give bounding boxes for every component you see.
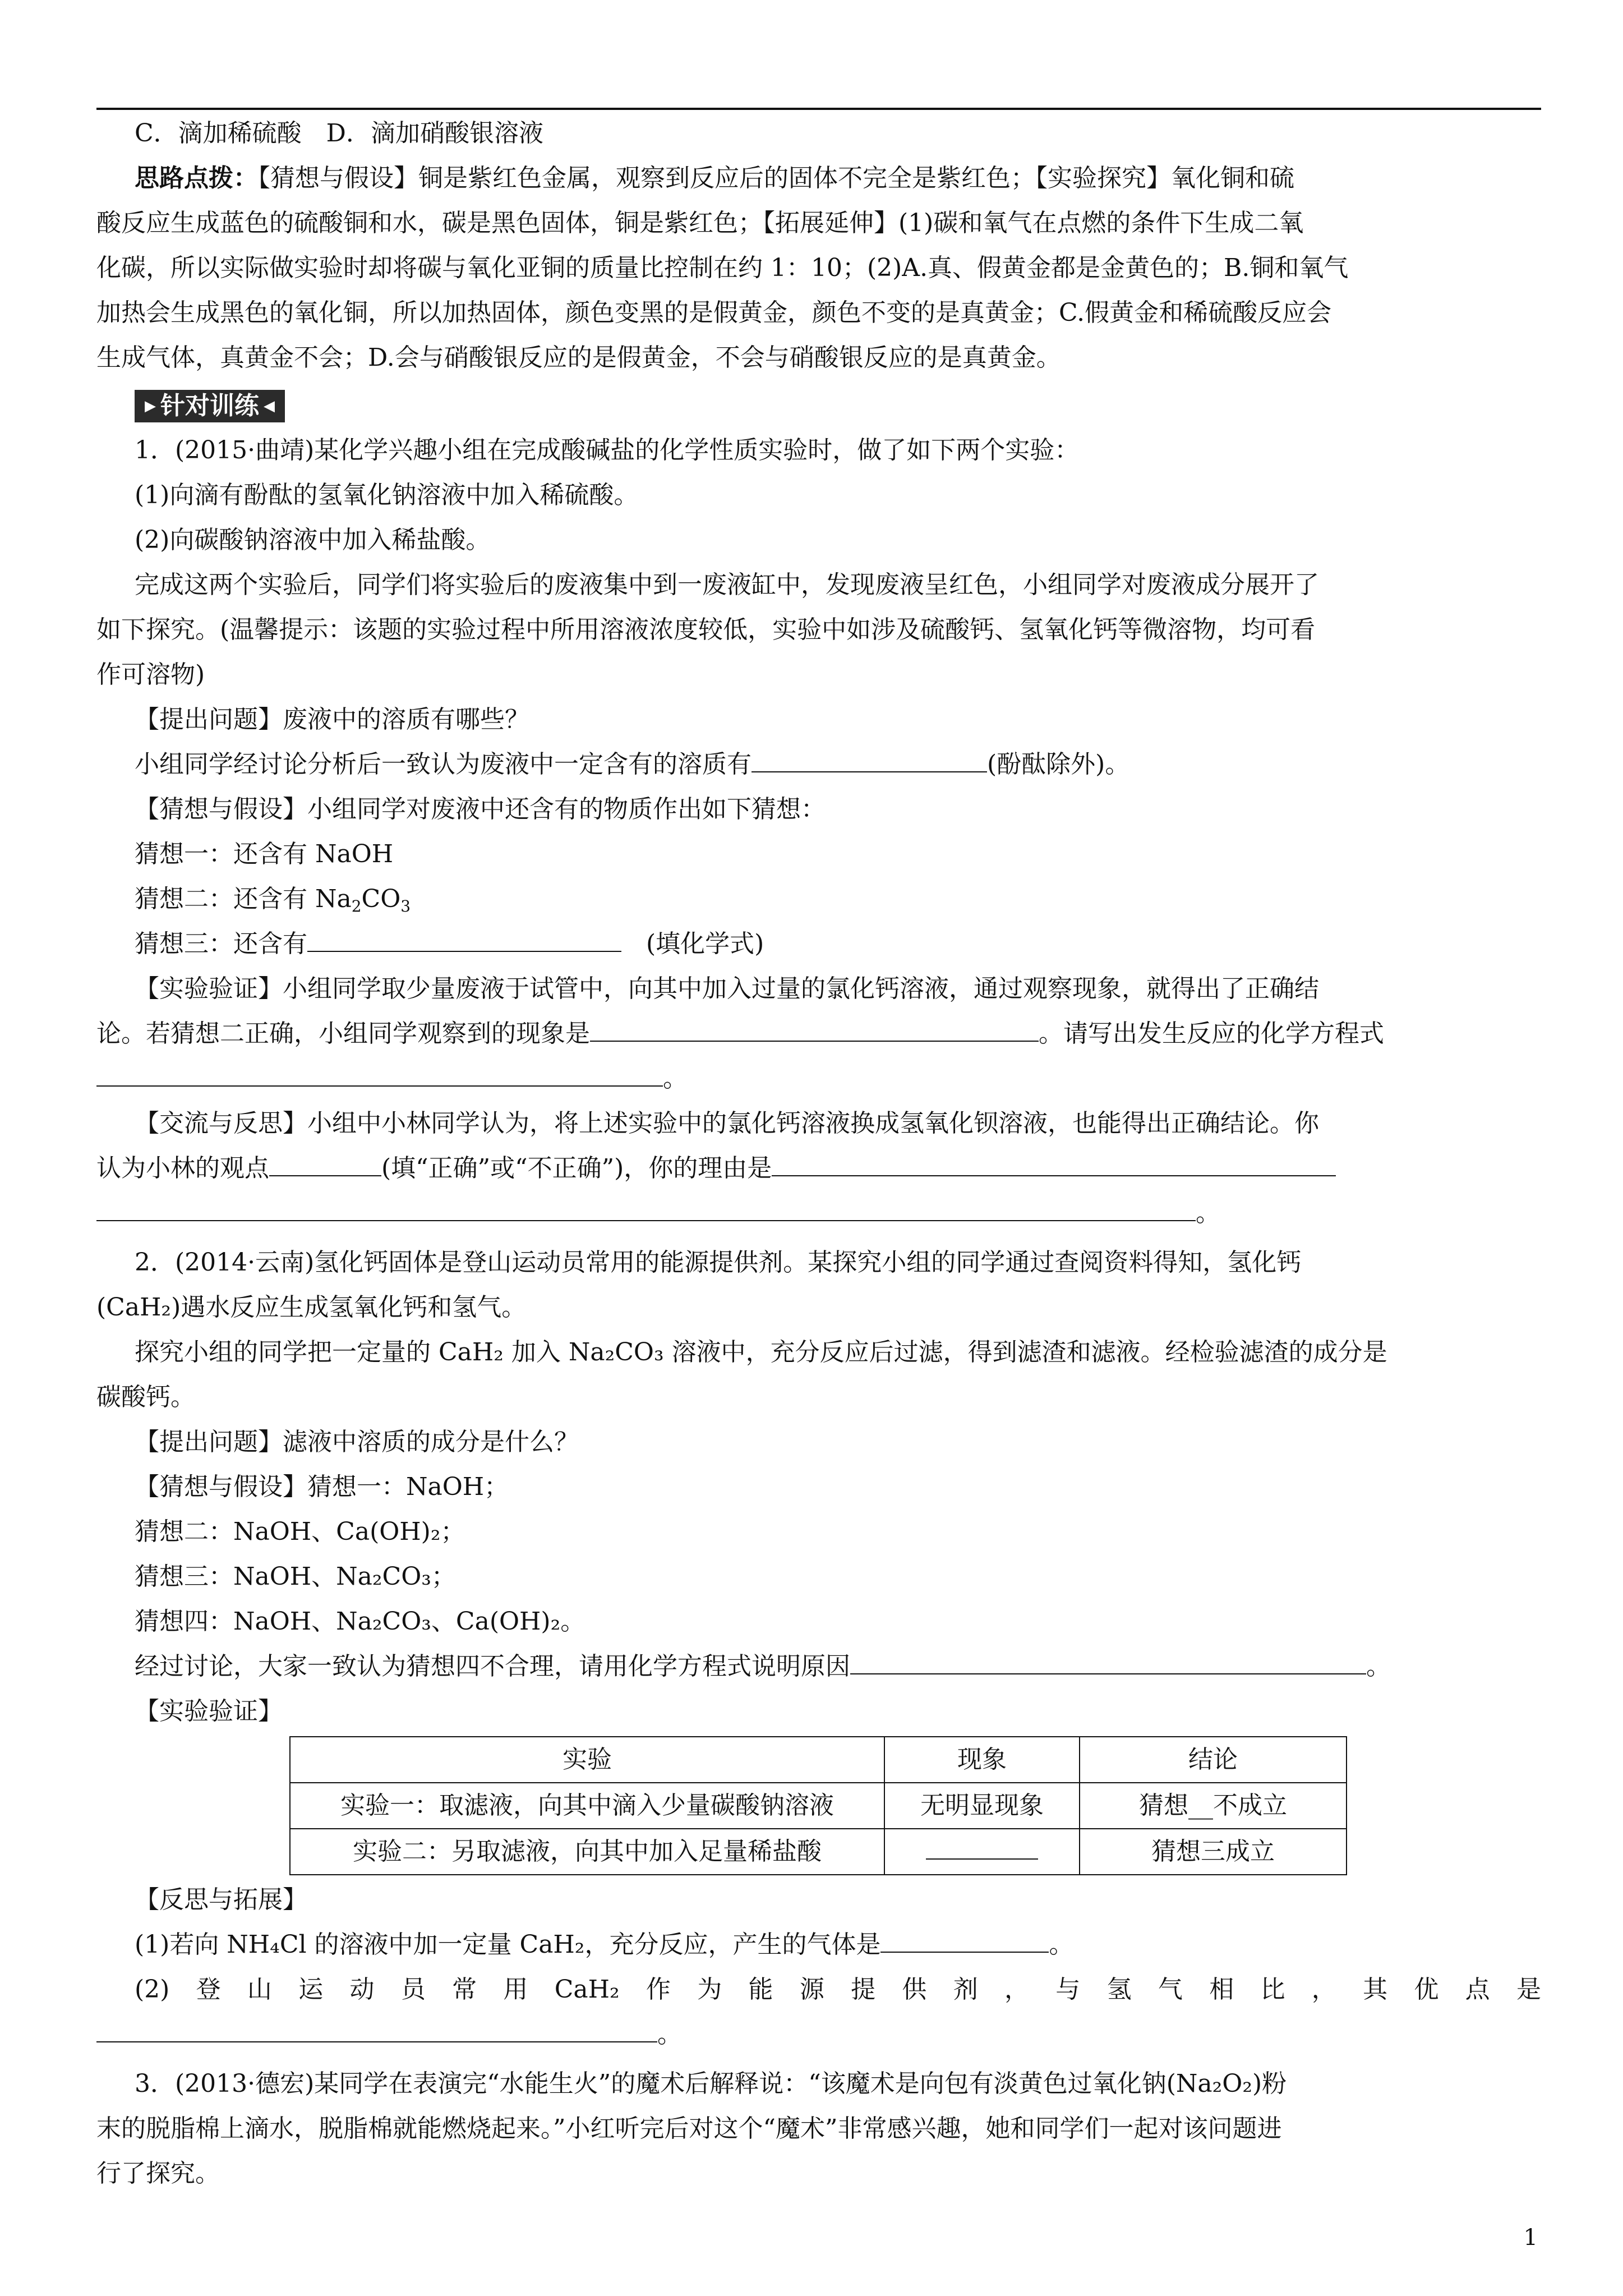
- guess-text: 猜想三：还含有: [135, 930, 307, 958]
- table-cell: 猜想__不成立: [1080, 1783, 1347, 1829]
- word: 常: [452, 1975, 477, 2004]
- word: 登: [196, 1975, 221, 2004]
- q1-paragraph: 完成这两个实验后，同学们将实验后的废液集中到一废液缸中，发现废液呈红色，小组同学对废液成分展开了: [135, 570, 1319, 599]
- period: 。: [1366, 1652, 1391, 1681]
- word: 优: [1414, 1975, 1439, 2004]
- word: 运: [298, 1975, 324, 2004]
- table-header: 实验: [290, 1737, 884, 1783]
- table-cell-blank[interactable]: [884, 1829, 1080, 1875]
- answer-blank[interactable]: [926, 1834, 1038, 1860]
- word: (2): [135, 1975, 170, 2004]
- answer-blank[interactable]: [751, 747, 987, 772]
- section-tag-label: 针对训练: [160, 392, 259, 420]
- word: 与: [1055, 1975, 1081, 2004]
- q1-line: 1．(2015·曲靖)某化学兴趣小组在完成酸碱盐的化学性质实验时，做了如下两个实验：: [135, 436, 1080, 464]
- q1-reflect-line: [96, 1146, 1541, 1191]
- q1-solute-note: (酚酞除外)。: [987, 750, 1130, 779]
- q2-line: (CaH₂)遇水反应生成氢氧化钙和氢气。: [96, 1293, 527, 1322]
- q1-guess-1: 猜想一：还含有 NaOH: [135, 840, 394, 868]
- period: 。: [1049, 1930, 1074, 1959]
- word: 点: [1465, 1975, 1490, 2004]
- q3-line: 末的脱脂棉上滴水，脱脂棉就能燃烧起来。”小红听完后对这个“魔术”非常感兴趣，她和同学们一起对该问题进: [96, 2114, 1282, 2143]
- q1-paragraph: 作可溶物): [96, 660, 205, 689]
- top-rule: [96, 108, 1541, 110]
- q1-question: 【提出问题】废液中的溶质有哪些？: [135, 705, 529, 734]
- answer-blank[interactable]: [307, 926, 621, 952]
- answer-blank[interactable]: [96, 1195, 1196, 1221]
- word: 能: [748, 1975, 773, 2004]
- q1-solute-line: [135, 742, 1541, 787]
- hint-paragraph: [135, 156, 1541, 201]
- q1-guess-3: [135, 922, 1541, 967]
- q2-guess-2: 猜想二：NaOH、Ca(OH)₂；: [135, 1517, 465, 1546]
- hint-line: 生成气体，真黄金不会；D.会与硝酸银反应的是假黄金，不会与硝酸银反应的是真黄金。: [96, 343, 1061, 372]
- guess-note: (填化学式): [621, 930, 764, 958]
- reflect-text: (填“正确”或“不正确”)，你的理由是: [381, 1154, 772, 1182]
- q1-paragraph: 如下探究。(温馨提示：该题的实验过程中所用溶液浓度较低，实验中如涉及硫酸钙、氢氧化钙等微溶物，均可看: [96, 615, 1316, 644]
- word: 比: [1260, 1975, 1285, 2004]
- word: 员: [400, 1975, 426, 2004]
- word: 相: [1209, 1975, 1234, 2004]
- word: 源: [799, 1975, 824, 2004]
- reflect-text: 认为小林的观点: [96, 1154, 269, 1182]
- triangle-right-icon: ▶: [145, 398, 156, 415]
- q2-extend-3: [96, 2012, 1541, 2057]
- guess-text: 猜想二：还含有 Na: [135, 885, 352, 913]
- q2-extend-2: [135, 1967, 1541, 2012]
- hint-line: 化碳，所以实际做实验时却将碳与氧化亚铜的质量比控制在约 1：10；(2)A.真、假黄金都是金黄色的；B.铜和氧气: [96, 254, 1349, 282]
- q1-verify-line: [96, 1011, 1541, 1056]
- hint-line: 加热会生成黑色的氧化铜，所以加热固体，颜色变黑的是假黄金，颜色不变的是真黄金；C.假黄金和稀硫酸反应会: [96, 298, 1332, 327]
- subscript: 2: [351, 897, 362, 915]
- q1-reflect: 【交流与反思】小组中小林同学认为，将上述实验中的氯化钙溶液换成氢氧化钡溶液，也能得出正确结论。你: [135, 1109, 1319, 1138]
- subscript: 3: [400, 897, 411, 915]
- q1-experiment-1: (1)向滴有酚酞的氢氧化钠溶液中加入稀硫酸。: [135, 481, 639, 509]
- q2-extend-1: [135, 1922, 1541, 1967]
- word: 山: [247, 1975, 272, 2004]
- q2-discuss-line: [135, 1644, 1541, 1689]
- triangle-left-icon: ◀: [264, 398, 275, 415]
- q1-reason-line: [96, 1191, 1541, 1236]
- experiment-table: [289, 1736, 1347, 1875]
- guess-text: CO: [361, 885, 401, 913]
- section-tag: [135, 390, 285, 422]
- hint-line: 【猜想与假设】铜是紫红色金属，观察到反应后的固体不完全是紫红色；【实验探究】氧化铜和硫: [258, 164, 1294, 192]
- period: 。: [663, 1064, 688, 1093]
- table-cell: 实验一：取滤液，向其中滴入少量碳酸钠溶液: [290, 1783, 884, 1829]
- q1-verify: 【实验验证】小组同学取少量废液于试管中，向其中加入过量的氯化钙溶液，通过观察现象，就得出了正确结: [135, 974, 1319, 1003]
- hint-line: 酸反应生成蓝色的硫酸铜和水，碳是黑色固体，铜是紫红色；【拓展延伸】(1)碳和氧气在点燃的条件下生成二氧: [96, 209, 1304, 237]
- q2-guess-4: 猜想四：NaOH、Na₂CO₃、Ca(OH)₂。: [135, 1607, 585, 1636]
- q2-guess-3: 猜想三：NaOH、Na₂CO₃；: [135, 1562, 456, 1591]
- table-header-row: [290, 1737, 1347, 1783]
- q1-solute-text: 小组同学经讨论分析后一致认为废液中一定含有的溶质有: [135, 750, 751, 779]
- q2-verify-label: 【实验验证】: [135, 1697, 283, 1726]
- word: 氢: [1106, 1975, 1132, 2004]
- answer-blank[interactable]: [590, 1016, 1039, 1042]
- hint-label: 思路点拨：: [135, 164, 258, 192]
- q2-guess-1: 【猜想与假设】猜想一：NaOH；: [135, 1473, 509, 1501]
- extend-text: (1)若向 NH₄Cl 的溶液中加一定量 CaH₂，充分反应，产生的气体是: [135, 1930, 881, 1959]
- table-cell: 实验二：另取滤液，向其中加入足量稀盐酸: [290, 1829, 884, 1875]
- verify-text: 论。若猜想二正确，小组同学观察到的现象是: [96, 1019, 590, 1048]
- q1-equation-line: [96, 1056, 1541, 1101]
- q2-line: 探究小组的同学把一定量的 CaH₂ 加入 Na₂CO₃ 溶液中，充分反应后过滤，得到滤渣和滤液。经检验滤渣的成分是: [135, 1338, 1387, 1366]
- table-header: 结论: [1080, 1737, 1347, 1783]
- word: 供: [902, 1975, 927, 2004]
- period: 。: [1196, 1199, 1220, 1227]
- q2-line: 2．(2014·云南)氢化钙固体是登山运动员常用的能源提供剂。某探究小组的同学通过查阅资料得知，氢化钙: [135, 1248, 1302, 1277]
- period: 。: [657, 2020, 682, 2049]
- word: CaH₂: [554, 1975, 620, 2004]
- verify-text: 。请写出发生反应的化学方程式: [1039, 1019, 1384, 1048]
- table-cell: 猜想三成立: [1080, 1829, 1347, 1875]
- word: 是: [1516, 1975, 1541, 2004]
- document-body: [96, 111, 1541, 2196]
- word: 动: [349, 1975, 375, 2004]
- answer-blank[interactable]: [269, 1151, 381, 1176]
- table-row: [290, 1783, 1347, 1829]
- q1-hypothesis: 【猜想与假设】小组同学对废液中还含有的物质作出如下猜想：: [135, 795, 826, 823]
- q3-line: 3．(2013·德宏)某同学在表演完“水能生火”的魔术后解释说：“该魔术是向包有淡黄色过氧化钠(Na₂O₂)粉: [135, 2069, 1287, 2098]
- q1-guess-2: [135, 877, 1541, 922]
- word: 作: [645, 1975, 671, 2004]
- q2-line: 碳酸钙。: [96, 1383, 195, 1411]
- word: 剂: [953, 1975, 978, 2004]
- word: 为: [697, 1975, 722, 2004]
- word: 用: [503, 1975, 528, 2004]
- q2-extend-label: 【反思与拓展】: [135, 1885, 307, 1914]
- q1-experiment-2: (2)向碳酸钠溶液中加入稀盐酸。: [135, 526, 491, 554]
- word: ，: [1311, 1975, 1336, 2004]
- answer-blank[interactable]: [850, 1649, 1366, 1674]
- word: 其: [1363, 1975, 1388, 2004]
- q2-question: 【提出问题】滤液中溶质的成分是什么？: [135, 1428, 579, 1456]
- discuss-text: 经过讨论，大家一致认为猜想四不合理，请用化学方程式说明原因: [135, 1652, 850, 1681]
- answer-blank[interactable]: [880, 1927, 1049, 1953]
- q3-line: 行了探究。: [96, 2159, 220, 2188]
- table-row: [290, 1829, 1347, 1875]
- answer-blank[interactable]: [772, 1151, 1336, 1176]
- table-cell: 无明显现象: [884, 1783, 1080, 1829]
- table-header: 现象: [884, 1737, 1080, 1783]
- answer-blank[interactable]: [96, 2017, 657, 2042]
- word: 气: [1158, 1975, 1183, 2004]
- options-line: C．滴加稀硫酸 D．滴加硝酸银溶液: [135, 119, 543, 148]
- answer-blank[interactable]: [96, 1061, 663, 1087]
- word: ，: [1004, 1975, 1029, 2004]
- page-number: 1: [1523, 2225, 1538, 2251]
- word: 提: [851, 1975, 876, 2004]
